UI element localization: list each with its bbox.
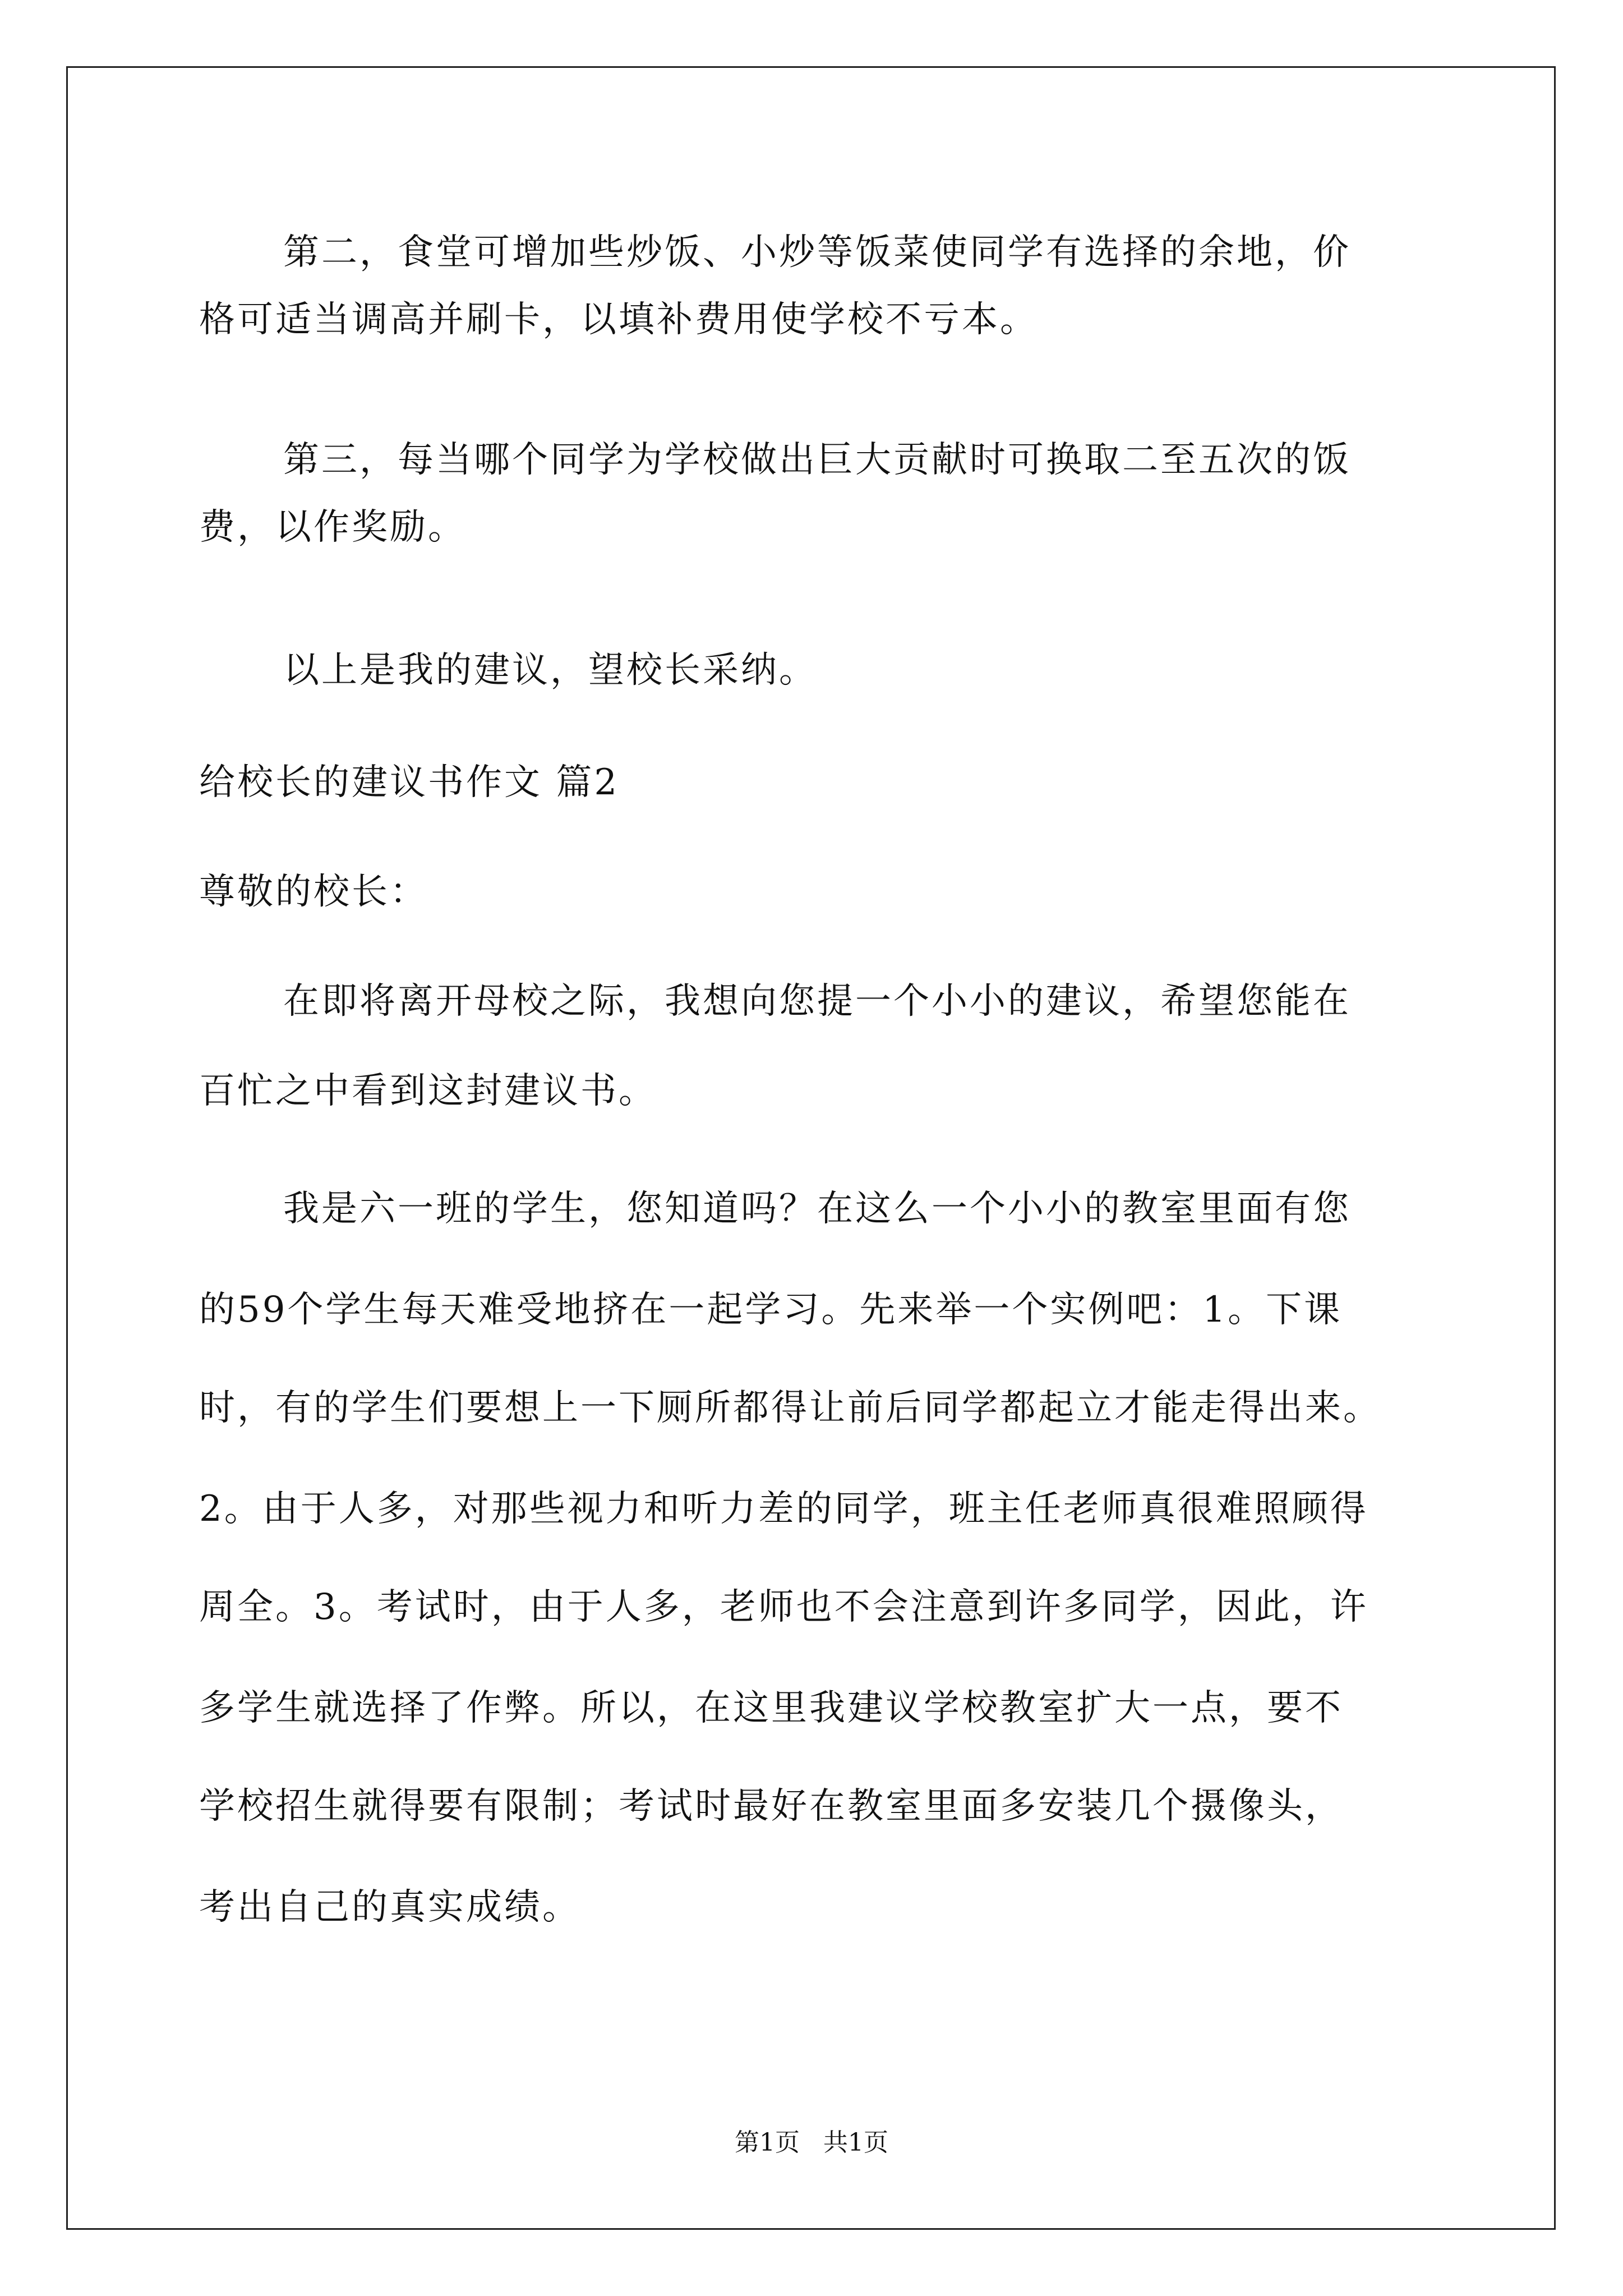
paragraph-line: 格可适当调高并刷卡，以填补费用使学校不亏本。 bbox=[199, 299, 1038, 341]
section-heading: 给校长的建议书作文 篇2 bbox=[199, 762, 620, 803]
paragraph-line: 考出自己的真实成绩。 bbox=[199, 1887, 580, 1928]
paragraph-line: 在即将离开母校之际，我想向您提一个小小的建议，希望您能在 bbox=[283, 981, 1351, 1022]
paragraph-line: 的59个学生每天难受地挤在一起学习。先来举一个实例吧：1。下课 bbox=[199, 1289, 1343, 1331]
paragraph-line: 费，以作奖励。 bbox=[199, 507, 466, 548]
paragraph-line: 学校招生就得要有限制；考试时最好在教室里面多安装几个摄像头， bbox=[199, 1786, 1343, 1827]
salutation: 尊敬的校长： bbox=[199, 871, 428, 913]
paragraph-line: 第三，每当哪个同学为学校做出巨大贡献时可换取二至五次的饭 bbox=[283, 439, 1351, 481]
paragraph-line: 第二，食堂可增加些炒饭、小炒等饭菜使同学有选择的余地，价 bbox=[283, 232, 1351, 273]
paragraph-line: 百忙之中看到这封建议书。 bbox=[199, 1070, 657, 1112]
paragraph-line: 多学生就选择了作弊。所以，在这里我建议学校教室扩大一点，要不 bbox=[199, 1687, 1343, 1729]
paragraph-line: 我是六一班的学生，您知道吗？在这么一个小小的教室里面有您 bbox=[283, 1188, 1351, 1230]
paragraph-line: 时，有的学生们要想上一下厕所都得让前后同学都起立才能走得出来。 bbox=[199, 1387, 1381, 1429]
paragraph-line: 2。由于人多，对那些视力和听力差的同学，班主任老师真很难照顾得 bbox=[199, 1488, 1368, 1530]
paragraph-line: 以上是我的建议，望校长采纳。 bbox=[283, 650, 817, 691]
page-footer: 第1页 共1页 bbox=[735, 2128, 888, 2157]
paragraph-line: 周全。3。考试时，由于人多，老师也不会注意到许多同学，因此，许 bbox=[199, 1586, 1368, 1628]
